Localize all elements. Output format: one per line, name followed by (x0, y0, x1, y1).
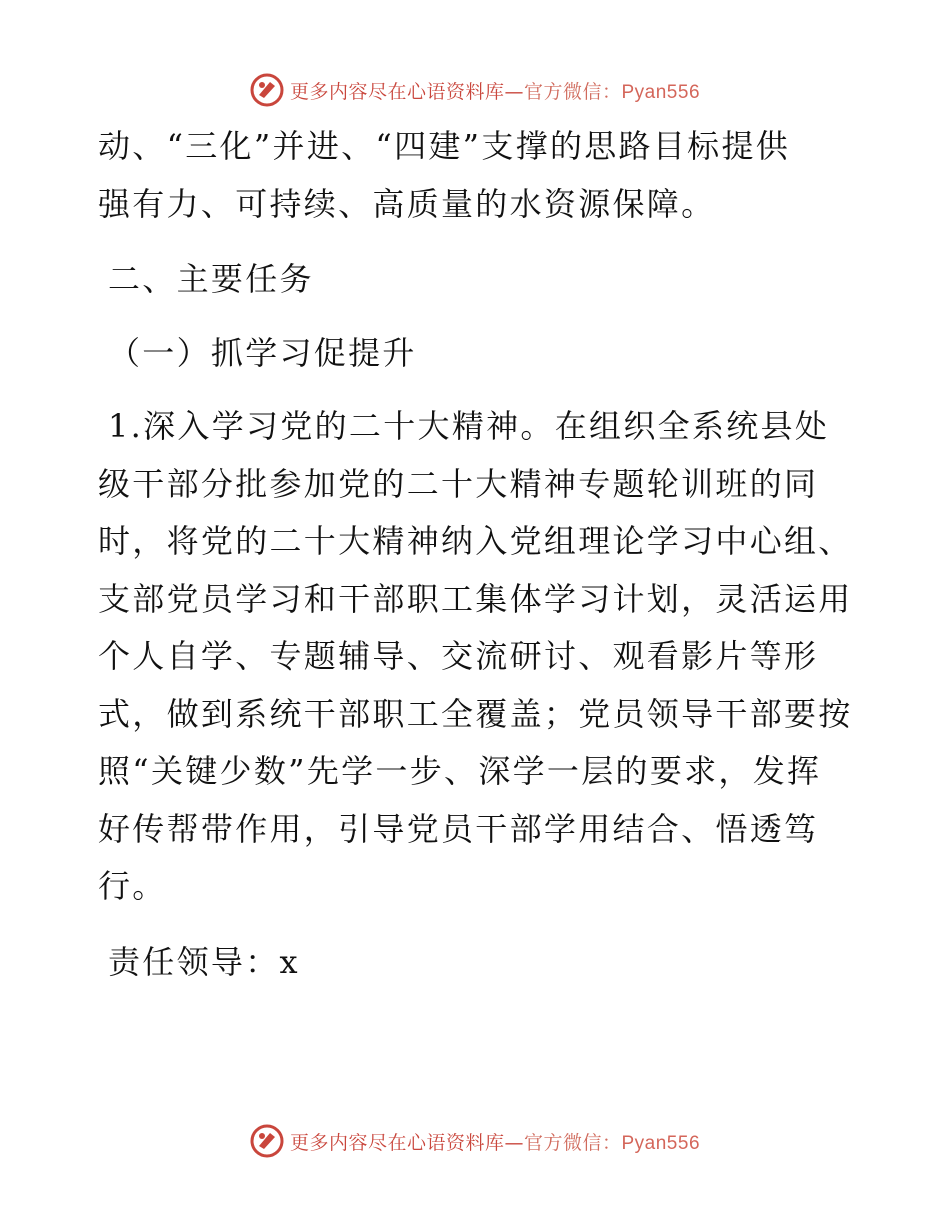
paragraph-line: 个人自学、专题辅导、交流研讨、观看影片等形 (98, 637, 819, 675)
document-body (98, 118, 858, 991)
brand-logo-icon (250, 73, 284, 107)
paragraph-line: 式，做到系统干部职工全覆盖；党员领导干部要按 (98, 694, 853, 733)
watermark-wechat-label: 官方微信： (523, 1131, 622, 1154)
paragraph-line: 好传帮带作用，引导党员干部学用结合、悟透笃 (98, 809, 819, 848)
watermark-wechat-label: 官方微信： (523, 80, 622, 103)
watermark-brand: 更多内容尽在心语资料库 (289, 80, 505, 103)
responsible-leader: 责任领导：x (108, 942, 300, 981)
section-heading: 二、主要任务 (108, 260, 314, 298)
watermark-brand: 更多内容尽在心语资料库 (289, 1131, 505, 1154)
watermark-wechat-id: Pyan556 (621, 81, 701, 103)
brand-logo-icon (250, 1124, 284, 1158)
paragraph-line: 级干部分批参加党的二十大精神专题轮训班的同 (98, 464, 819, 503)
header-watermark (0, 70, 950, 110)
paragraph-line: 1.深入学习党的二十大精神。在组织全系统县处 (108, 407, 830, 445)
paragraph-line: 强有力、可持续、高质量的水资源保障。 (98, 184, 716, 223)
watermark-wechat-id: Pyan556 (621, 1132, 701, 1154)
watermark-dash: — (504, 80, 524, 103)
paragraph-line: 动、“三化”并进、“四建”支撑的思路目标提供 (98, 127, 791, 165)
watermark-text (290, 77, 700, 104)
paragraph-line: 时，将党的二十大精神纳入党组理论学习中心组、 (98, 522, 853, 560)
paragraph-line: 行。 (98, 867, 167, 905)
paragraph-line: 支部党员学习和干部职工集体学习计划，灵活运用 (98, 579, 853, 618)
subsection-heading: （一）抓学习促提升 (108, 333, 417, 372)
watermark-text (290, 1128, 700, 1155)
watermark-dash: — (504, 1131, 524, 1154)
footer-watermark (0, 1121, 950, 1161)
paragraph-line: 照“关键少数”先学一步、深学一层的要求，发挥 (98, 752, 822, 790)
